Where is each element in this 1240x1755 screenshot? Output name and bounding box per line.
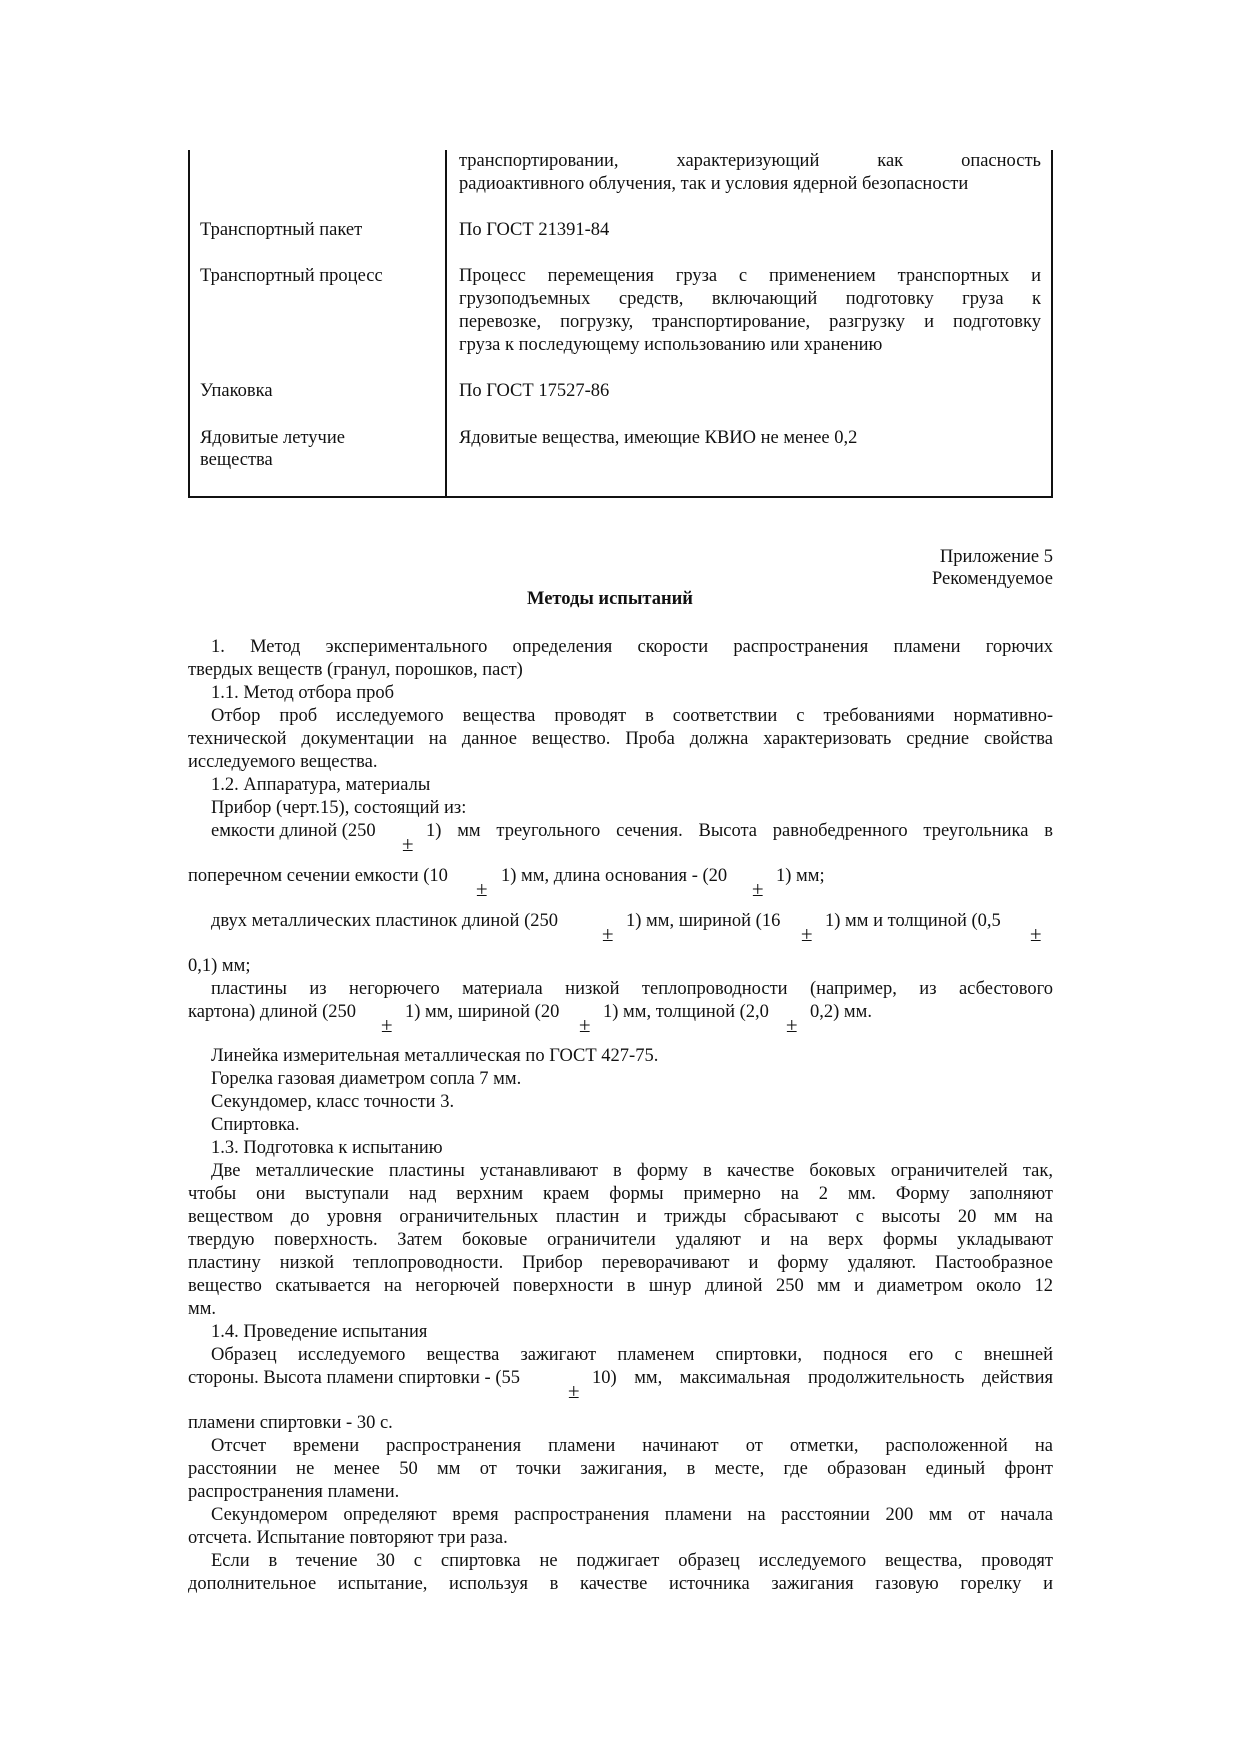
paragraph-line: двух металлических пластинок длиной (250 xyxy=(211,911,558,931)
table-row xyxy=(459,265,1041,357)
paragraph-line: Секундомер, класс точности 3. xyxy=(211,1092,455,1112)
paragraph-line: Линейка измерительная металлическая по ГОСТ 427-75. xyxy=(211,1046,659,1066)
paragraph-line: Две металлические пластины устанавливают в форму в качестве боковых ограничителей так, xyxy=(211,1161,1053,1181)
table-row xyxy=(459,427,1041,450)
paragraph-line: Отбор проб исследуемого вещества проводят в соответствии с требованиями нормативно- xyxy=(211,706,1053,726)
paragraph-line: 0,1) мм; xyxy=(188,956,251,976)
table-row xyxy=(459,219,1041,242)
definition-line: По ГОСТ 21391-84 xyxy=(459,220,610,240)
definition-line: груза к последующему использованию или хранению xyxy=(459,335,883,355)
paragraph-line: распространения пламени. xyxy=(188,1482,400,1502)
table-row-separator xyxy=(1051,422,1053,426)
plus-minus-sign: ± xyxy=(381,1013,393,1037)
paragraph-line: веществом до уровня ограничительных пластин и трижды сбрасывают с высоты 20 мм на xyxy=(188,1207,1053,1227)
plus-minus-sign: ± xyxy=(568,1379,580,1403)
paragraph-line: отсчета. Испытание повторяют три раза. xyxy=(188,1528,508,1548)
paragraph-line: исследуемого вещества. xyxy=(188,752,378,772)
definition-line: По ГОСТ 17527-86 xyxy=(459,381,610,401)
paragraph-line: 1) мм; xyxy=(776,866,825,886)
plus-minus-sign: ± xyxy=(602,922,614,946)
paragraph-line: пластины из негорючего материала низкой теплопроводности (например, из асбестового xyxy=(211,979,1053,999)
paragraph-line: твердых веществ (гранул, порошков, паст) xyxy=(188,660,523,680)
paragraph-line: Горелка газовая диаметром сопла 7 мм. xyxy=(211,1069,522,1089)
paragraph-line: Спиртовка. xyxy=(211,1115,300,1135)
paragraph-line: дополнительное испытание, используя в качестве источника зажигания газовую горелку и xyxy=(188,1574,1053,1594)
plus-minus-sign: ± xyxy=(752,877,764,901)
paragraph-line: поперечном сечении емкости (10 xyxy=(188,866,448,886)
paragraph-line: стороны. Высота пламени спиртовки - (55 xyxy=(188,1368,521,1388)
definition-line: радиоактивного облучения, так и условия ядерной безопасности xyxy=(459,174,969,194)
paragraph-line: 1) мм треугольного сечения. Высота равнобедренного треугольника в xyxy=(426,821,1053,841)
appendix-label: Приложение 5 xyxy=(939,547,1053,567)
paragraph-line: пламени спиртовки - 30 с. xyxy=(188,1413,393,1433)
table-row-separator xyxy=(188,422,190,426)
paragraph-line: Если в течение 30 с спиртовка не поджигает образец исследуемого вещества, проводят xyxy=(211,1551,1053,1571)
term-cell: Транспортный пакет xyxy=(200,220,363,240)
plus-minus-sign: ± xyxy=(579,1013,591,1037)
table-row xyxy=(459,380,1041,403)
paragraph-line: вещество скатывается на негорючей поверхности в шнур длиной 250 мм и диаметром около 12 xyxy=(188,1276,1053,1296)
paragraph-line: чтобы они выступали над верхним краем формы примерно на 2 мм. Форму заполняют xyxy=(188,1184,1053,1204)
term-cell xyxy=(200,427,345,471)
appendix-status: Рекомендуемое xyxy=(931,569,1053,589)
paragraph-line: мм. xyxy=(188,1299,217,1319)
definition-line: Ядовитые вещества, имеющие КВИО не менее 0,2 xyxy=(459,428,858,448)
paragraph-line: расстоянии не менее 50 мм от точки зажигания, в месте, где образован единый фронт xyxy=(188,1459,1053,1479)
plus-minus-sign: ± xyxy=(402,832,414,856)
term-cell: Упаковка xyxy=(200,381,273,401)
section-title: Методы испытаний xyxy=(527,589,693,609)
paragraph-line: 1.2. Аппаратура, материалы xyxy=(211,775,431,795)
definition-line: грузоподъемных средств, включающий подготовку груза к xyxy=(459,289,1041,309)
paragraph-line: 1.4. Проведение испытания xyxy=(211,1322,428,1342)
definition-line: Процесс перемещения груза с применением транспортных и xyxy=(459,266,1041,286)
paragraph-line: Секундомером определяют время распространения пламени на расстоянии 200 мм от начала xyxy=(211,1505,1053,1525)
paragraph-line: Прибор (черт.15), состоящий из: xyxy=(211,798,467,818)
table-border-bottom xyxy=(188,496,1053,498)
paragraph-line: Образец исследуемого вещества зажигают пламенем спиртовки, поднося его с внешней xyxy=(211,1345,1053,1365)
plus-minus-sign: ± xyxy=(801,922,813,946)
paragraph-line: технической документации на данное вещество. Проба должна характеризовать средние свойства xyxy=(188,729,1053,749)
paragraph-line: Отсчет времени распространения пламени начинают от отметки, расположенной на xyxy=(211,1436,1053,1456)
table-border-right xyxy=(1051,150,1053,498)
term-cell: Транспортный процесс xyxy=(200,266,383,286)
plus-minus-sign: ± xyxy=(786,1013,798,1037)
paragraph-line: 1.1. Метод отбора проб xyxy=(211,683,395,703)
definition-line: перевозке, погрузку, транспортирование, разгрузку и подготовку xyxy=(459,312,1041,332)
terms-table xyxy=(188,150,1053,498)
plus-minus-sign: ± xyxy=(476,877,488,901)
paragraph-line: 1.3. Подготовка к испытанию xyxy=(211,1138,443,1158)
paragraph-line: 0,2) мм. xyxy=(810,1002,872,1022)
table-row xyxy=(459,150,1041,196)
paragraph-line: твердую поверхность. Затем боковые ограничители удаляют и на верх формы укладывают xyxy=(188,1230,1053,1250)
plus-minus-sign: ± xyxy=(1030,922,1042,946)
term-line: вещества xyxy=(200,450,273,470)
paragraph-line: 1) мм, длина основания - (20 xyxy=(501,866,728,886)
definition-line: транспортировании, характеризующий как опасность xyxy=(459,151,1041,171)
paragraph-line: пластину низкой теплопроводности. Прибор переворачивают и форму удаляют. Пастообразное xyxy=(188,1253,1053,1273)
term-line: Ядовитые летучие xyxy=(200,428,345,448)
paragraph-line: 1) мм, толщиной (2,0 xyxy=(603,1002,769,1022)
paragraph-line: 1) мм, шириной (16 xyxy=(626,911,781,931)
paragraph-line: емкости длиной (250 xyxy=(211,821,376,841)
table-border-middle xyxy=(445,150,447,498)
table-border-left xyxy=(188,150,190,498)
paragraph-line: 10) мм, максимальная продолжительность действия xyxy=(592,1368,1053,1388)
paragraph-line: 1) мм и толщиной (0,5 xyxy=(825,911,1001,931)
paragraph-line: 1) мм, шириной (20 xyxy=(405,1002,560,1022)
paragraph-line: 1. Метод экспериментального определения скорости распространения пламени горючих xyxy=(211,637,1053,657)
paragraph-line: картона) длиной (250 xyxy=(188,1002,357,1022)
